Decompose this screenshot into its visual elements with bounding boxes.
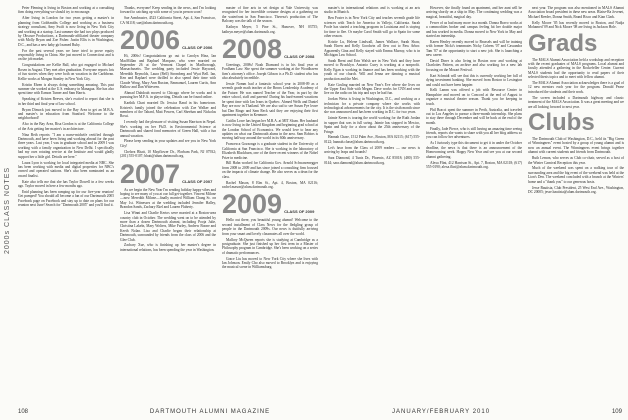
paragraph: Jessie Nomm had a fantastic school year in 2008-09 as a seventh grade math teacher at the Bronx Leadership Academy of the Future. He was named Teacher of the Year, in part by the entire school, staff and parents! During his hard-earned vacations he spent time with Ian Ivans in Quebec. Ahmed Wells and Daniel Bay are now in Thailand. We are also sad to see Susan Pye leave but Dan Ringo and Sam Reck said they are enjoying their first apartment together in Kenmore.	[222, 82, 318, 117]
paragraph: Kari Schmidt will see that this is currently working her full of dying investment banking. She moved from Boston to Lexington and could not have been happier.	[426, 73, 522, 87]
class-contact: Hannah Chase, 1512 Palm Ave., Boston, MA 02115; (617) 555-0122; hannah.chase@alum.dartmouth.org.	[324, 135, 420, 144]
paragraph: Jaimie Keren is touring the world working for the Ruth Jordan in supper that was in full swing. Jaimie has stopped in Mexico, Spain and Italy for a show about the 25th anniversary of the Fringe.	[324, 116, 420, 134]
paragraph: Speaking of Kristen Reeves, she's excited to report that she is in her third and final year of law school.	[18, 97, 114, 106]
paragraph: Kristie Lu, Helene Lindwall, James Wallace, Sarah Shaw, Sarah Ehren and Kelly Goodwin all flew out to Pass Arbor. Apparently Gina and Kelly stayed with Emma Murray, who is in Michigan Law School.	[324, 39, 420, 58]
paragraph: Caitlin Lowe has begun her M.B.A. at MIT Sloan. Her husband is now living in the United Kingdom and beginning grad school at the London School of Economics. We would love to hear any updates on what our Dartmouth alums in the area. Sam Robins is moving halfway around the world in its 60th anniversary.	[222, 118, 318, 141]
column-1	[18, 6, 114, 404]
paragraph: Lisa Winni and Charlie Kertos were married at a Boston-area country club in October. The wedding went on to be attended by more than a dozen Dartmouth alumni, including Pooja Julie, Christina Lakeln, Mary Wolters, Mike Farley, Andrew Boone and Keeth Nolan. Lisa and Charlie began their relationship at Dartmouth, surrounded by friends from the class of 2006 and the Glee Club.	[120, 211, 216, 242]
paragraph: Much of the weekend was spent on a walking tour of the surrounding area and the big event of the weekend was held at the Lion's Den. The weekend concluded with a brunch at the Winters' home and a "thank you" to our generous hosts.	[528, 166, 624, 184]
paragraph: Hello out there, you beautiful young alumni! Welcome to the second installment of Class News for the fledgling group of people in the Dartmouth 2009s. Our news is dutifully arriving from your smart and lovely classmates all over the world.	[222, 218, 318, 236]
paragraph: Bill Hahn worked for California Gov. Arnold Schwarzenegger from 2008 to 2009 and has since joined a consulting firm focused on the impacts of climate change. He also serves as a dean for the class.	[222, 161, 318, 179]
year-label: CLASS OF 2009	[284, 209, 315, 215]
column-2	[120, 6, 216, 404]
publication-name: DARTMOUTH ALUMNI MAGAZINE	[149, 409, 271, 415]
paragraph: Bryan Dimock just moved to the Bay Area to get an M.B.A. and master's in education from Stanford. Welcome to the neighborhood!	[18, 107, 114, 121]
paragraph: The MALS Alumni Association held a workshop and reception with the recent graduates of MALS programs. Local alumni and faculty attended a gathering in the Rockefeller Center. Current MALS students had the opportunity to read papers of their selected thesis topics and to meet with fellow alumni.	[528, 57, 624, 80]
issue-date: JANUARY/FEBRUARY 2010	[392, 409, 491, 415]
paragraph: Kelli Lamm was offered a job with Resource Center in Hampshire and moved on to Concord at the end of August to organize a musical theater season. Thank you for keeping in touch.	[426, 88, 522, 106]
year-number: 2009	[222, 189, 283, 220]
paragraph: Finally, Jade Pierce, who is still having an amazing time seeing friends, reports she wants to share with you all her blog address so you can follow her adventures.	[426, 126, 522, 140]
paragraph: Enid planning has been ramping up for our five-year reunion! Get pumped! You should all become a fan of our Dartmouth 2005 Facebook page on Facebook and stay up to date on plans for our reunion next June! Search for "Dartmouth 2005" and you'll find it.	[18, 189, 114, 208]
paragraph: Let's hear from the Class of 2009 readers — our news is arriving by leaps and bounds!	[324, 145, 420, 155]
paragraph: Thanks, everyone! Keep sending in the news, and I'm looking forward to catching up with some of you in person soon!	[120, 6, 216, 15]
paragraph: Ruth Lemon, who serves as Club co-chair, served as a host of the Winter Carnival Reception this year.	[528, 156, 624, 165]
left-page-number: 108	[18, 409, 29, 415]
paragraph: Also in the Bay Area, Risa Gordon is at the California College of the Arts getting her master's in architecture.	[18, 122, 114, 131]
column-4	[324, 6, 420, 404]
paragraph: Congratulations are Kellie Ball, who got engaged to Michael Rosen in August. They met after graduation. Everyone reports lots of fun stories when they were both on vacation in the Caribbean. Kellie works at Morgan Stanley in New York City.	[18, 63, 114, 81]
class-contact: Sue Armbruster, 4523 California Street, Apt. 4, San Francisco, CA 94118; sue@alum.dartmouth.org.	[120, 16, 216, 25]
paragraph: Nina Beth reports: "I am a nurse-midwife certified through Dartmouth, and have been living and working abroad for the past three years. Last year, I was in graduate school and in 2009 I was working with a family organization in New Delhi. I specifically had my own rotating service at the Institute and would gladly support her a little girl. Details are here."	[18, 132, 114, 159]
year-number: 2006	[120, 25, 181, 56]
paragraph: Hi, 2006s! Congratulations go out to Carolyn Hinz, Ian MacMillan and Raphael Marquez, who were married on September 26 at the Vermont Chapel in Marlborough, Massachusetts. The wedding party included Jessie Hayward, Meredith Reynolds, Laura (Bell) Stromberg and Wyat Bell. Ian, Ken and Raphael were thrilled to also spend their time with Claude Wong, Mary Ann Buxton, Emmanuel, Lauren Curtis, Ann Hallow and Dan Witteveen.	[120, 54, 216, 89]
year-label: CLASS OF 2006	[182, 45, 213, 51]
column-6	[528, 6, 624, 404]
paragraph: However, she finally found an apartment, and her aunt will be arriving shortly on a ship in May. The continuing wedding was a magical, beautiful, magical day.	[426, 6, 522, 19]
paragraph: next year. The program was also mentioned in MALS Alumni Association broad president in these new areas. Blaise-Ra Jovenet, Michael Reeder, Donna Smith, Brand Bisco and Kian Clark.	[528, 6, 624, 19]
paragraph: Kristin Ehren is always doing something amazing. This past summer she worked at the U.S. embassy in Managua. She has also spent time with Eamon Turner and Sam Harris.	[18, 82, 114, 96]
paragraph: Ahmad Dahdouh moved to Chicago where he works and is pursuing her M.F.A. in playwriting. Details can be found online.	[120, 90, 216, 100]
year-heading-2006	[120, 25, 216, 56]
paragraph: Laura Lyon is working for local integrated media at NBC. She has been working with media and digital properties for NBC's owned and operated stations. She's also been nominated as an award finalist.	[18, 160, 114, 178]
paragraph: Kelly Moore '05 has recently moved to Boston, and Nadja Mohamed '09 and Nick Moore '08 are living in Jackson Hole.	[528, 20, 624, 30]
paragraph: Kate Gosling married on New Year's Eve where she lives on the Upper East Side with Megan. Dave works for CNN and went live on the radio on his trip and says he had fun.	[324, 82, 420, 96]
paragraph: Peter Fleming is living in Boston and working at a consulting firm doing everything we should try to encourage.	[18, 6, 114, 15]
class-contact: Chelsea Bhatt, 10 Mayflower Dr., Florham Park, NJ 07932; (201) 555-0107; bhatt@alum.dartmouth.org.	[120, 149, 216, 159]
year-heading-2008	[222, 33, 318, 64]
paragraph: master's in international relations and is working at an arts studio in Munich.	[324, 6, 420, 15]
paragraph: Please keep sending in your updates and see you in New York City!	[120, 139, 216, 148]
paragraph: Fewer of us had many more in a month. Donna Bravo works at a commodities broker and campus feeling hit her double major and has worked in media. Donna moved to New York in May and started an internship.	[426, 20, 522, 38]
paragraph: Karthik Chari married Dr. Jessica Rand in his hometown. Kristen's family joined the celebration with Zoe Walker and members of the Tabard, Matt Powers, Carl Sheehan and Nickolas Rossi.	[120, 101, 216, 119]
paragraph: Ben Foster is in New York City and teaches seventh grade life sciences with Teach for America in Vallejo, California. Sarah Poole has started a teaching program in Louisiana and is staying for time to flee. Or maybe Carol Smith will go to Spain for some other reason.	[324, 16, 420, 38]
paragraph: After living in London for two years getting a master's in planning from Goldsmiths College and working as a business strategy consultant, Amy Swift is now living in New York City and working at a startup. Last summer she had two plays produced by Obscure Productions, a Dartmouth-affiliated theater company with Molly Bryan and Zoe Fisher. Justin Ellis is in Washington, D.C., and has a new baby girl named Ruby.	[18, 16, 114, 47]
class-contact: Kathryn Meyer, 5 Pine St., Hanover, NH 03755; kathryn.meyer@alum.dartmouth.org.	[222, 25, 318, 34]
paragraph: Jordan Weiss is living in Washington, D.C., and working as a technician for a private company where she works with technological advancements for the city. It is the sixth month since she was announced and has been working in D.C. for two years.	[324, 97, 420, 115]
paragraph: For the past several years we have tried to prove equity responsibly living in China. She just moved to Connecticut and is on the job market.	[18, 48, 114, 62]
paragraph: The screen included a Dartmouth highway and classic treatment of the MALS Association. It was a great meeting and we are all looking forward to next year.	[528, 95, 624, 109]
paragraph: Greetings, 2008s! Noah Diamond is in his final year at Fordham Law. She spent the summer working at the Woodhaven firm's attorney's office. Joseph Gibson is a Ph.D. student who has also absolutely incredible.	[222, 62, 318, 81]
page-footer	[18, 407, 622, 417]
year-label: CLASS OF 2007	[182, 178, 213, 184]
paragraph: As I furiously type this document to get it in under the October deadline, the news is that there is an announcement of the Homecoming week. Happy New Year and see you at our second alumni gathering.	[426, 141, 522, 159]
class-contact: Sara Diamond, 4 Tunis Dr., Phoenix, AZ 85018; (480) 555-0144; sara.diamond@alum.dartmouth.org.	[324, 156, 420, 165]
class-contact: Alexa Flint, 412 Harrison St., Apt. 7, Boston, MA 02118; (617) 555-0190; alexa.flint@alum.dartmouth.org.	[426, 160, 522, 169]
class-contact: Rachel Mason, 8 Elm St., Apt. 4, Boston, MA 02116; rachel.mason@alum.dartmouth.org.	[222, 180, 318, 189]
paragraph: Karen Henley recently moved to Brussels and will be training with former Nicki's teammates Nicky Cohens '07 and Cassandra Tam '07 at the opportunity to start a new job. She is launching a new career.	[426, 39, 522, 58]
column-5	[426, 6, 522, 404]
section-spine: 2000s CLASS NOTES	[4, 166, 11, 254]
class-contact: Jesse Bautista, Club President, 25 West End Ave., Washington, DC 20005; jesse.bautista@alum.dartmouth.org.	[528, 185, 624, 194]
year-number: 2007	[120, 158, 181, 189]
paragraph: I recently had the pleasure of visiting Susan Harrison in Nepal. She's working on her Ph.D. in Environmental Science at Dartmouth and shared fond memories of Green Hall, with a fun annual vacation.	[120, 120, 216, 138]
paragraph: Sarah Brent and Erin Walsh are in New York and they have moved to Brooklyn. Antonio Curry is working at a nonprofit. Kelly Egan is working in finance and has been working with the youth of our church. Will and Jenna are dancing a musical production and the Met.	[324, 58, 420, 81]
right-page-number: 109	[611, 409, 622, 415]
section-heading-grads: Grads	[528, 29, 598, 57]
paragraph: master of fine arts in set design at Yale University, was recognized for her incredible costume designs at a gathering on the waterfront in San Francisco. Theresa's production of The Balcony was the talk of the season.	[222, 6, 318, 24]
article-columns	[18, 6, 624, 404]
paragraph: Francesca Gozzonga is a graduate student in the University of California at San Francisco. She is working in the laboratory of Elizabeth Blackburn, one of the three recent winners of the Nobel Prize in medicine.	[222, 142, 318, 160]
column-3	[222, 6, 318, 404]
year-label: CLASS OF 2008	[284, 53, 315, 59]
section-heading-clubs: Clubs	[528, 109, 595, 136]
paragraph: Zachary Xue, who is finishing up her master's degree in international relations, has been spending the year in Washington.	[120, 243, 216, 252]
paragraph: The MALS Alumni Association acknowledges there is a goal of 12 new mentors each year for the program. Donald Pease introduced the students and their work.	[528, 81, 624, 94]
paragraph: Phil Bracci spent the summer in Perth, Australia, and traveled out to Los Angeles to pursue a three-month internship. She plans to stay there through December and will be back at the end of the month.	[426, 107, 522, 125]
paragraph: As we begin the New Year I'm sending holiday happy vibes and hoping to see many of you at our fall get-together. Vincent Milone—now Meredith Milone—finally married William Chang Sc. on May 1st. Witnesses at the wedding included Jennifer Halley, Brandon Sands, Zachary Ekel and Lauren Flaherty.	[120, 187, 216, 210]
paragraph: Mallory McQueen reports she is studying at Cambridge as a postgraduate. She just finished up her first term in a Master of Philosophy program in Cambridge. She's been working on a series of dramatic performances.	[222, 237, 318, 255]
year-number: 2008	[222, 33, 283, 64]
paragraph: David Diner is also living in Boston now and working at Charlottes Pattern, an archive and also working for a new lab focusing on the Mozart Festival.	[426, 58, 522, 72]
paragraph: Grace Liu has moved to New York City where she lives with Ian Johnson. Emily Cho also moved to Brooklyn and is enjoying the musical scene in Williamsburg.	[222, 256, 318, 270]
year-heading-2007	[120, 158, 216, 189]
paragraph: The Dartmouth Club of Washington, D.C., held its "Big Green of Winningness" event hosted by a group of young alumni and is now an annual event. The Winningness event brings together alumni with current students and friends from Dartmouth.	[528, 137, 624, 155]
year-heading-2009	[222, 189, 318, 220]
paragraph: Kate also tells me that she has Taylor Dowell in a few weeks ago. Taylor moved in here a few months ago.	[18, 179, 114, 189]
